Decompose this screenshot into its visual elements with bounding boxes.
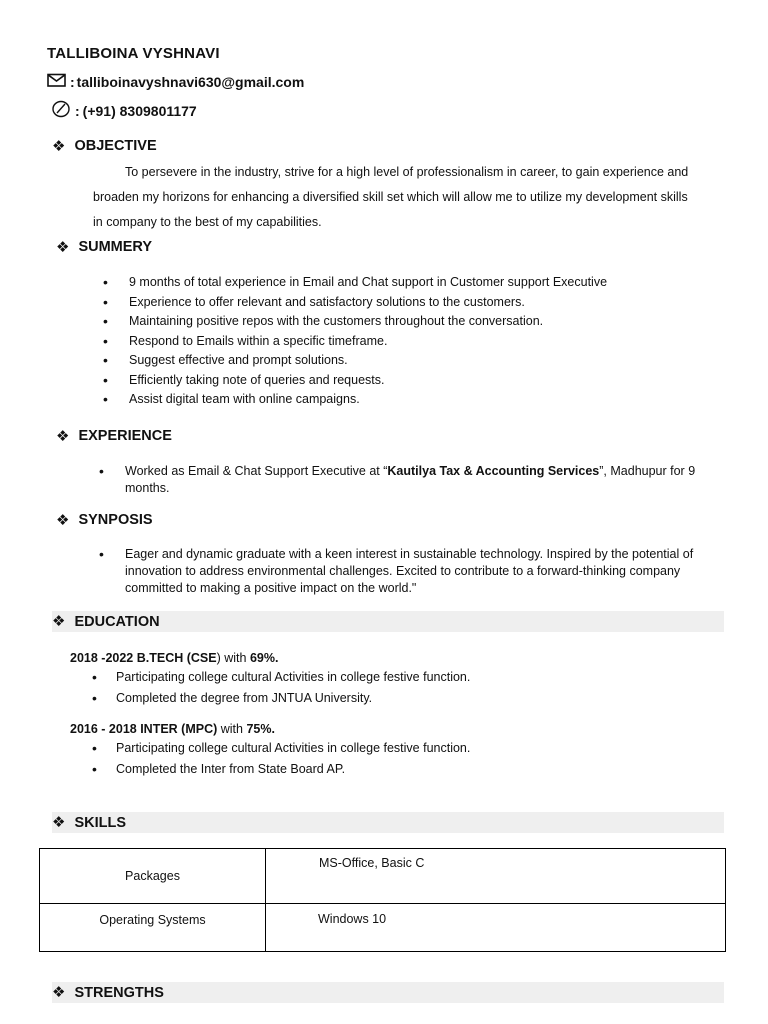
section-objective <box>52 138 157 154</box>
list-item: • Worked as Email & Chat Support Executive at “Kautilya Tax & Accounting Services”, Madhupur for 9 months. <box>99 463 729 497</box>
table-row <box>40 849 726 904</box>
education-entry-heading: 2018 -2022 B.TECH (CSE) with 69%. <box>70 651 279 665</box>
section-title-strengths: STRENGTHS <box>74 984 164 1001</box>
objective-text <box>93 160 733 235</box>
phone-icon <box>52 100 75 121</box>
section-title-summary: SUMMERY <box>78 239 153 255</box>
list-item: • Efficiently taking note of queries and requests. <box>103 371 723 391</box>
diamond-bullet-icon: ❖ <box>52 984 66 1001</box>
section-experience <box>56 428 172 444</box>
email-separator: : <box>70 74 75 90</box>
skills-table <box>39 848 726 952</box>
section-title-skills: SKILLS <box>74 814 127 831</box>
section-summary <box>56 239 152 255</box>
diamond-bullet-icon: ❖ <box>56 427 70 445</box>
skill-value: MS-Office, Basic C <box>266 849 726 904</box>
list-item: • Assist digital team with online campaigns. <box>103 390 723 410</box>
list-item: • Completed the degree from JNTUA University. <box>92 688 712 709</box>
objective-line: To persevere in the industry, strive for a high level of professionalism in career, to gain experience and <box>125 165 689 179</box>
section-synopsis <box>56 512 153 528</box>
list-item: • 9 months of total experience in Email and Chat support in Customer support Executive <box>103 273 723 293</box>
table-row <box>40 904 726 952</box>
phone-number: (+91) 8309801177 <box>82 102 197 119</box>
diamond-bullet-icon: ❖ <box>52 613 66 630</box>
email-address[interactable]: talliboinavyshnavi630@gmail.com <box>76 74 305 90</box>
list-item: • Eager and dynamic graduate with a keen interest in sustainable technology. Inspired by the potential of innovation to address environmental challenges. Excited to contribute to a forward-thinking company committed to making a positive impact on the world." <box>99 546 729 597</box>
section-title-experience: EXPERIENCE <box>78 428 172 444</box>
diamond-bullet-icon: ❖ <box>52 137 66 155</box>
phone-separator: : <box>75 102 80 119</box>
list-item: • Suggest effective and prompt solutions. <box>103 351 723 371</box>
experience-list <box>99 463 729 497</box>
email-line <box>47 73 304 91</box>
company-name: Kautilya Tax & Accounting Services <box>387 464 600 478</box>
summary-list <box>103 273 723 410</box>
diamond-bullet-icon: ❖ <box>56 511 70 529</box>
education-entry-list <box>92 738 712 779</box>
skill-label: Packages <box>40 849 266 904</box>
list-item: • Maintaining positive repos with the customers throughout the conversation. <box>103 312 723 332</box>
objective-line: in company to the best of my capabilities. <box>93 215 322 229</box>
synopsis-list <box>99 546 729 597</box>
list-item: • Respond to Emails within a specific timeframe. <box>103 332 723 352</box>
education-entry-heading: 2016 - 2018 INTER (MPC) with 75%. <box>70 722 275 736</box>
envelope-icon <box>47 73 70 91</box>
section-title-synopsis: SYNPOSIS <box>78 512 153 528</box>
section-skills <box>52 812 724 833</box>
skill-value: Windows 10 <box>266 904 726 952</box>
section-education <box>52 611 724 632</box>
section-title-objective: OBJECTIVE <box>74 138 157 154</box>
list-item: • Participating college cultural Activities in college festive function. <box>92 738 712 759</box>
list-item: • Participating college cultural Activities in college festive function. <box>92 667 712 688</box>
candidate-name: TALLIBOINA VYSHNAVI <box>47 45 220 62</box>
section-title-education: EDUCATION <box>74 613 160 630</box>
phone-line <box>52 100 197 121</box>
skill-label: Operating Systems <box>40 904 266 952</box>
objective-line: broaden my horizons for enhancing a diversified skill set which will allow me to utilize my development skills <box>93 190 688 204</box>
section-strengths <box>52 982 724 1003</box>
list-item: • Experience to offer relevant and satisfactory solutions to the customers. <box>103 293 723 313</box>
diamond-bullet-icon: ❖ <box>56 238 70 256</box>
list-item: • Completed the Inter from State Board AP. <box>92 759 712 780</box>
education-entry-list <box>92 667 712 708</box>
diamond-bullet-icon: ❖ <box>52 814 66 831</box>
